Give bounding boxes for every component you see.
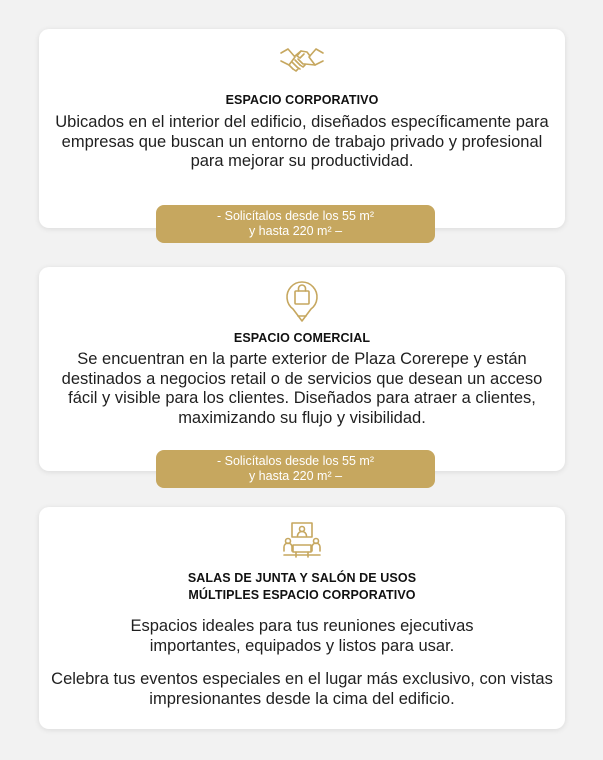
card-espacio-corporativo — [39, 29, 565, 228]
card-espacio-comercial — [39, 267, 565, 471]
card-description: Espacios ideales para tus reuniones ejecutivas importantes, equipados y listos para usar. — [130, 617, 474, 655]
card-title-line2: MÚLTIPLES ESPACIO CORPORATIVO — [188, 588, 416, 602]
card-title — [39, 570, 565, 604]
meeting-room-icon — [282, 521, 322, 559]
size-badge-line2: y hasta 220 m² – — [248, 224, 343, 238]
size-badge-line2: y hasta 220 m² – — [248, 469, 343, 483]
size-badge — [156, 450, 435, 488]
card-description-events: Celebra tus eventos especiales en el lugar más exclusivo, con vistas impresionantes desde la cima del edificio. — [51, 670, 553, 708]
card-title: ESPACIO CORPORATIVO — [225, 93, 379, 107]
size-badge-line1: - Solicítalos desde los 55 m² — [216, 209, 374, 223]
shopping-bag-location-icon — [285, 279, 319, 323]
card-description: Se encuentran en la parte exterior de Plaza Corerepe y están destinados a negocios retail o de servicios que desean un acceso fácil y visible para los clientes. Diseñados para atraer a clientes, maximizando su flujo y visibilidad. — [61, 350, 543, 427]
size-badge — [156, 205, 435, 243]
card-description: Ubicados en el interior del edificio, diseñados específicamente para empresas que buscan un entorno de trabajo privado y profesional para mejorar su productividad. — [55, 113, 549, 170]
card-title-line1: SALAS DE JUNTA Y SALÓN DE USOS — [187, 571, 417, 585]
card-salas-de-junta — [39, 507, 565, 729]
size-badge-line1: - Solicítalos desde los 55 m² — [216, 454, 374, 468]
handshake-icon — [279, 43, 325, 79]
card-title: ESPACIO COMERCIAL — [233, 331, 371, 345]
